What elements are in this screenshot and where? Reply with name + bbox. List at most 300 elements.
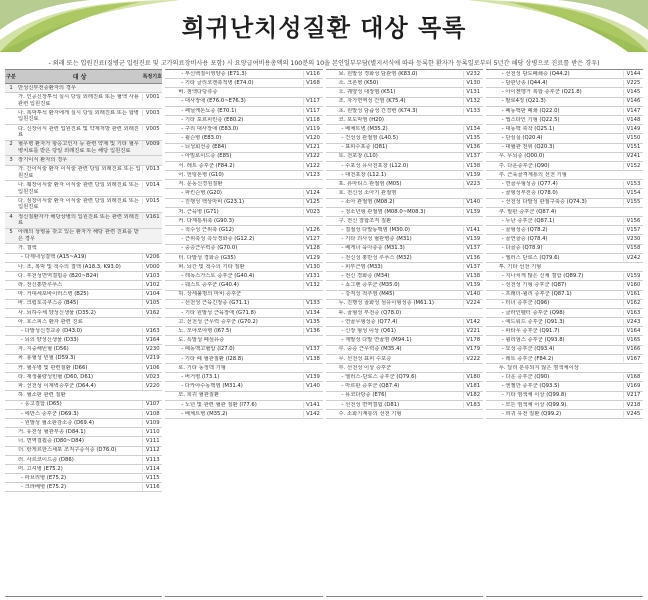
table-row (326, 199, 483, 208)
table-row (5, 428, 162, 437)
disease-name: 나. 췌장이식술 환자 이식술 관련 당일 외래진료 또는 입원진료 (18, 182, 139, 195)
special-code: V155 (623, 199, 643, 206)
special-code: V162 (623, 300, 643, 307)
table-row (165, 364, 322, 373)
table-row (5, 401, 162, 410)
disease-name: - 엘러스-단로스 증후군 (Q79.6) (341, 373, 417, 380)
disease-name: 가. 간이식술 환자 이식술 관련 당일 외래진료 또는 입원진료 (18, 166, 141, 179)
table-row (165, 309, 322, 318)
disease-name: - 레트 증후군 (F84.2) (501, 355, 554, 362)
special-code: V139 (463, 282, 483, 289)
table-row (486, 189, 643, 198)
table-row (165, 254, 322, 263)
special-code: V130 (463, 80, 483, 87)
special-code: V139 (463, 172, 483, 179)
table-row (5, 447, 162, 456)
table-row (326, 272, 483, 281)
table-row (326, 189, 483, 198)
special-code: V134 (303, 310, 323, 317)
disease-name: 다. 후천성면역결핍증 (B20~B24) (18, 272, 99, 279)
special-code: V124 (303, 190, 323, 197)
disease-name: - 터너 증후군 (Q96) (501, 300, 550, 307)
disease-name: - 프래더-윌리 증후군 (Q87.1) (501, 291, 572, 298)
disease-name: 토. 천포창 (L10) (338, 153, 378, 160)
table-row (326, 364, 483, 373)
table-row (165, 125, 322, 134)
disease-name: - 다제내성결핵 (A15~A19) (21, 254, 87, 261)
special-code: V140 (463, 291, 483, 298)
special-code: V168 (623, 374, 643, 381)
row-number: 2 (9, 141, 13, 148)
disease-name: 우. 무뇌증 (Q00.0) (498, 153, 545, 160)
table-row (326, 171, 483, 180)
disease-name: - 희귀 유전 질환 (Q99.2) (501, 410, 562, 417)
disease-name: - 근위축성 측삭경화증 (G12.2) (181, 236, 255, 243)
disease-name: - 척수성 근위축 (G12) (181, 226, 234, 233)
disease-name: - 단심실 (Q20.4) (501, 135, 543, 142)
table-row (486, 309, 643, 318)
disease-name: 보. 원발성 경화성 담관염 (K83.0) (338, 70, 418, 77)
table-row (326, 107, 483, 116)
special-code: V243 (623, 319, 643, 326)
table-row (486, 318, 643, 327)
table-row (486, 70, 643, 79)
disease-name: 구. 전신 결합조직 질환 (338, 217, 392, 224)
table-row (5, 166, 162, 182)
table-row (326, 401, 483, 410)
disease-name: - 연골무형성증 (Q77.4) (341, 318, 398, 325)
disease-name: - 윌리엄스 증후군 (Q93.8) (501, 337, 565, 344)
special-code: V114 (142, 466, 162, 473)
table-row (165, 88, 322, 97)
disease-name: 더. 랑게르한스세포 조직구증식증 (D76.0) (18, 447, 117, 454)
table-row (326, 382, 483, 391)
table-row (486, 226, 643, 235)
disease-name: 허. 상세불명의 마비 증후군 (178, 291, 242, 298)
disease-table (5, 69, 643, 597)
table-row (486, 364, 643, 373)
table-row (486, 254, 643, 263)
table-row (326, 291, 483, 300)
disease-name: 두. 골형성 부전증 (Q78.0) (338, 309, 402, 316)
special-code: V221 (463, 328, 483, 335)
disease-name: - 구리 대사장애 (E83.0) (181, 125, 239, 132)
special-code: V181 (463, 383, 483, 390)
table-row (486, 153, 643, 162)
disease-name: - 마르판 증후군 (Q87.4) (341, 383, 400, 390)
special-code: V137 (463, 153, 483, 160)
disease-name: 포. 류마티스 관절염 (M05) (338, 181, 402, 188)
disease-name: - 묘성 증후군 (Q93.4) (501, 346, 555, 353)
table-row (165, 355, 322, 364)
disease-name: 추. 근육골격계통의 선천 기형 (498, 171, 567, 178)
special-code: V144 (623, 71, 643, 78)
table-row (486, 272, 643, 281)
table-row (165, 134, 322, 143)
table-row (486, 281, 643, 290)
special-code: V107 (142, 401, 162, 408)
disease-name: - 선천성 기형 증후군 (Q87) (501, 282, 567, 289)
table-row (486, 410, 643, 419)
table-row (165, 410, 322, 419)
disease-name: - 누난 증후군 (Q87.1) (501, 217, 555, 224)
table-row (165, 226, 322, 235)
disease-name: - 팔로4징 (Q21.3) (501, 98, 546, 105)
disease-name: 무. 선천성 표피 수포증 (338, 355, 392, 362)
table-row (5, 410, 162, 419)
table-row (165, 153, 322, 162)
table-column (5, 69, 162, 597)
special-code: V138 (303, 356, 323, 363)
disease-name: 초. 원발성 담즙성 간경변 (K74.3) (338, 107, 418, 114)
special-code: V222 (463, 356, 483, 363)
table-row (486, 180, 643, 189)
disease-name: 차. 용혈성 빈혈 (D59.3) (18, 355, 76, 362)
disease-name: 수. 소화기계통의 선천 기형 (338, 410, 402, 417)
table-row (5, 197, 162, 213)
table-row (5, 290, 162, 299)
disease-name: - 선천성 근육긴장증 (G71.1) (181, 300, 250, 307)
special-code: V232 (463, 71, 483, 78)
disease-name: - 아이젠멩거 복합 증후군 (Q21.8) (501, 89, 582, 96)
special-code: V137 (303, 346, 323, 353)
special-code: V162 (142, 310, 162, 317)
disease-name: 나. 조, 복막 및 척수의 결핵 (A18.3, K93.0) (18, 263, 121, 270)
disease-name: 호. 전신성 소아기 관절염 (338, 190, 397, 197)
table-row (5, 336, 162, 345)
table-row (165, 162, 322, 171)
table-row (486, 336, 643, 345)
table-column (165, 69, 322, 597)
disease-name: - 다골증 (Q78.9) (501, 245, 543, 252)
disease-name: - 표피수포증 (Q81) (341, 144, 388, 151)
disease-name: - 기타 글리코겐축적병 (E74.0) (181, 79, 254, 86)
special-code: V139 (463, 236, 483, 243)
table-row (165, 217, 322, 226)
disease-name: 너. 면역결핍증 (D80~D84) (18, 438, 84, 445)
table-row (486, 125, 643, 134)
table-row (326, 88, 483, 97)
special-code: V163 (623, 310, 643, 317)
disease-name: - 골연골증 (Q78.4) (501, 236, 548, 243)
disease-name: 하. 혈소판 관련 질환 (18, 392, 66, 399)
disease-name: - 기타 폐 혈관질환 (I28.8) (181, 355, 244, 362)
special-code: V127 (303, 236, 323, 243)
special-code: V118 (303, 117, 323, 124)
special-code: V161 (623, 291, 643, 298)
disease-name: 오. 궤양성 대장염 (K51) (338, 89, 396, 96)
special-code: V110 (142, 429, 162, 436)
disease-name: - 베체트병 (M35.2) (181, 410, 228, 417)
row-number: 1 (9, 84, 13, 91)
table-row (165, 300, 322, 309)
disease-name: 버. 점액다당류증 (178, 89, 218, 96)
disease-name: 루. 중증 근무력증 (M35.4) (338, 346, 402, 353)
special-code: V142 (463, 319, 483, 326)
special-code: V139 (463, 209, 483, 216)
disease-name: 모. 희귀 혈관질환 (178, 392, 220, 399)
table-row (326, 98, 483, 107)
disease-name: 어. 헌팅톤병 (G10) (178, 171, 224, 178)
table-row (326, 410, 483, 419)
disease-name: - 엡스타인 기형 (Q22.5) (501, 116, 560, 123)
table-row (486, 208, 643, 217)
disease-name: 서. 레트 증후군 (F84.2) (178, 162, 235, 169)
special-code: V122 (303, 153, 323, 160)
special-code: V159 (623, 273, 643, 280)
table-row (326, 373, 483, 382)
disease-name: - 대천포창 (L12.1) (341, 171, 387, 178)
table-row (5, 254, 162, 263)
disease-name: - 클라인펠터 증후군 (Q98) (501, 309, 565, 316)
special-code: V116 (142, 484, 162, 491)
special-code: V160 (623, 282, 643, 289)
table-row (165, 79, 322, 88)
table-row (326, 263, 483, 272)
table-row (165, 235, 322, 244)
special-code: V167 (623, 356, 643, 363)
special-code: V157 (623, 227, 643, 234)
special-code: V146 (623, 98, 643, 105)
table-row (326, 281, 483, 290)
table-row (165, 144, 322, 153)
table-row (165, 245, 322, 254)
special-code: V153 (623, 181, 643, 188)
table-row (165, 272, 322, 281)
special-code: V140 (463, 199, 483, 206)
special-code: V133 (303, 300, 323, 307)
table-row (5, 181, 162, 197)
disease-name: - 기타 원발성 근육장애 (G71.8) (181, 309, 256, 316)
disease-name: 파. 선천성 이계벽증후군 (D64.4) (18, 383, 96, 390)
disease-name: 만성신부전증환자의 경우 (18, 84, 76, 91)
disease-name: - 선천성 면역결핍 (D81) (341, 401, 400, 408)
table-row (165, 116, 322, 125)
disease-name: - 골형성부전증 (Q78.0) (501, 190, 558, 197)
table-header (5, 70, 162, 84)
table-column (486, 69, 643, 597)
special-code: V121 (303, 144, 323, 151)
special-code: V141 (463, 227, 483, 234)
special-code: V137 (463, 264, 483, 271)
disease-name: - 대사장애 (E76.0~E76.3) (181, 98, 246, 105)
special-code: V000 (142, 264, 162, 271)
special-code: V111 (142, 438, 162, 445)
table-row (5, 93, 162, 109)
disease-name: - 기타 포르피린증 (E80.2) (181, 116, 244, 123)
disease-name: - 기타 괴사성 혈관병증 (M31) (341, 236, 412, 243)
disease-name: 자. 지중해빈혈 (D56) (18, 346, 69, 353)
disease-name: - 파타우 증후군 (Q91.7) (501, 328, 560, 335)
table-row (5, 456, 162, 465)
disease-name: 거. 유전성 혈관부종 (D84.1) (18, 428, 86, 435)
special-code: V001 (142, 94, 162, 101)
table-row (326, 153, 483, 162)
column-filler (326, 419, 483, 596)
disease-name: - 전신성 홍반성 루푸스 (M32) (341, 254, 412, 261)
column-filler (165, 419, 322, 596)
table-row (5, 345, 162, 354)
special-code: V148 (623, 117, 643, 124)
special-code: V178 (463, 337, 483, 344)
disease-name: - 폐동맥고혈압 (I27.0) (181, 346, 235, 353)
disease-name: 아. 호스피스 환자 관련 진료 (18, 318, 83, 325)
table-row (326, 392, 483, 401)
header-name: 대 상 (72, 74, 87, 81)
disease-name: - 베게너 육아종증 (M31.3) (341, 245, 405, 252)
special-code: V135 (303, 319, 323, 326)
table-row (165, 107, 322, 116)
table-row (326, 70, 483, 79)
disease-name: - 중증근무력증 (G70.0) (181, 245, 238, 252)
table-row (326, 134, 483, 143)
special-code: V152 (623, 163, 643, 170)
header-num: 구분 (6, 73, 16, 80)
special-code: V122 (303, 163, 323, 170)
table-row (326, 79, 483, 88)
special-code: V225 (623, 80, 643, 87)
disease-name: - 엔젤만 증후군 (Q93.5) (501, 383, 560, 390)
disease-name: 소. 크론병 (K50) (338, 79, 379, 86)
table-row (486, 199, 643, 208)
special-code: V106 (142, 365, 162, 372)
special-code: V126 (303, 227, 323, 234)
disease-name: 누. 진행성 골화성 섬유이형성증 (M61.1) (338, 300, 434, 307)
table-row (326, 208, 483, 217)
table-row (5, 437, 162, 446)
table-row (5, 364, 162, 373)
disease-name: - 선천성 담도폐쇄증 (Q44.2) (501, 70, 570, 77)
special-code: V245 (623, 411, 643, 418)
table-row (326, 300, 483, 309)
table-row (326, 318, 483, 327)
disease-name: - 버거병 (I73.1) (181, 373, 220, 380)
disease-name: - 모든 염색체 이상 (Q99.9) (501, 401, 567, 408)
special-code: V161 (142, 214, 162, 221)
disease-name: - 전신 경화증 (M34) (341, 272, 390, 279)
special-code: V156 (623, 218, 643, 225)
special-code: V132 (463, 98, 483, 105)
table-row (5, 109, 162, 125)
disease-name: - 웨스트 증후군 (G40.4) (181, 282, 239, 289)
page-subtitle: - 외래 또는 입원진료(질병군 입원진료 및 고가의료장비사용 포함) 시 요양급여비용총액의 100분의 10을 본인일부부담(별지서식에 따라 등록한 환자가 등록일로부터 5년간 해당 상병으로 진료를 받은 경우) (48, 60, 600, 67)
special-code: V137 (463, 245, 483, 252)
table-row (326, 327, 483, 336)
table-row (5, 84, 162, 93)
special-code: V230 (142, 346, 162, 353)
table-row (5, 229, 162, 245)
disease-name: 퍼. 뇌간 및 척수의 기타 질환 (178, 263, 245, 270)
table-row (5, 327, 162, 336)
special-code: V015 (142, 198, 162, 205)
disease-name: - 원발성 혈소판감소증 (D69.4) (21, 419, 95, 426)
table-row (486, 107, 643, 116)
disease-name: - 강직성 척추염 (M45) (341, 291, 395, 298)
disease-name: - 대혈관 전위 (Q20.3) (501, 144, 555, 151)
table-row (165, 327, 322, 336)
disease-name: - 대동맥 축착 (Q25.1) (501, 125, 555, 132)
disease-name: 코. 포도막염 (H20) (338, 116, 384, 123)
disease-name: 아래의 상병을 갖고 있는 환자가 해당 관련 진료를 받은 경우 (18, 229, 139, 243)
special-code: V014 (142, 182, 162, 189)
table-row (486, 217, 643, 226)
special-code: V103 (142, 273, 162, 280)
disease-name: - 피부근염 (M33) (341, 263, 383, 270)
special-code: V104 (142, 291, 162, 298)
disease-name: - 응고결함 (D65) (21, 401, 62, 408)
disease-name: - 청소년형 관절염 (M08.0~M08.3) (341, 208, 426, 215)
special-code: V128 (303, 245, 323, 252)
page-title: 희귀난치성질환 대상 목록 (181, 14, 467, 42)
special-code: V142 (303, 411, 323, 418)
disease-name: - 쇼그렌 증후군 (M35.0) (341, 282, 400, 289)
special-code: V182 (463, 392, 483, 399)
special-code: V102 (142, 282, 162, 289)
table-row (326, 346, 483, 355)
table-row (326, 245, 483, 254)
table-row (486, 79, 643, 88)
special-code: V131 (303, 273, 323, 280)
disease-name: - 노년 및 관련 혈관 질환 (I77.6) (181, 401, 257, 408)
special-code: V183 (463, 402, 483, 409)
table-row (326, 235, 483, 244)
disease-name: - 연골무형성증 (Q77.4) (501, 181, 558, 188)
special-code: V180 (463, 374, 483, 381)
table-row (165, 392, 322, 401)
table-row (326, 309, 483, 318)
special-code: V164 (142, 337, 162, 344)
disease-name: - 진행성 핵상마비 (G23.1) (181, 199, 245, 206)
table-row (486, 98, 643, 107)
table-row (165, 208, 322, 217)
table-row (5, 125, 162, 141)
table-row (326, 125, 483, 134)
disease-name: - 결절성 다발동맥염 (M30.0) (341, 226, 410, 233)
special-code: V120 (303, 135, 323, 142)
disease-name: - 뇌의 양성신생물 (D33) (21, 337, 79, 344)
table-row (486, 346, 643, 355)
disease-name: 조. 자가면역성 간염 (K75.4) (338, 98, 406, 105)
special-code: V023 (142, 374, 162, 381)
special-code: V123 (303, 172, 323, 179)
special-code: V133 (463, 108, 483, 115)
table-row (165, 382, 322, 391)
table-row (486, 355, 643, 364)
disease-name: - 윌슨병 (E83.0) (181, 135, 222, 142)
special-code: V023 (303, 209, 323, 216)
disease-name: - 베체트병 (M35.2) (341, 125, 388, 132)
table-row (486, 300, 643, 309)
special-code: V224 (463, 300, 483, 307)
table-row (5, 373, 162, 382)
special-code: V136 (463, 255, 483, 262)
special-code: V179 (463, 346, 483, 353)
special-code: V150 (623, 135, 643, 142)
disease-name: - 소아 관절염 (M08.2) (341, 199, 395, 206)
table-row (165, 281, 322, 290)
disease-name: - 수포성 유사천포창 (L12.0) (341, 162, 409, 169)
special-code: V139 (303, 374, 323, 381)
disease-name: 쿠. 말판 증후군 (Q87.4) (498, 208, 557, 215)
special-code: V165 (623, 337, 643, 344)
table-row (486, 235, 643, 244)
special-code: V136 (463, 144, 483, 151)
table-row (5, 465, 162, 474)
special-code: V136 (303, 328, 323, 335)
disease-name: 고. 선천성 근무력 증후군 (G70.2) (178, 318, 258, 325)
table-row (165, 336, 322, 345)
disease-name: - 페닐케톤뇨증 (E70.1) (181, 107, 237, 114)
